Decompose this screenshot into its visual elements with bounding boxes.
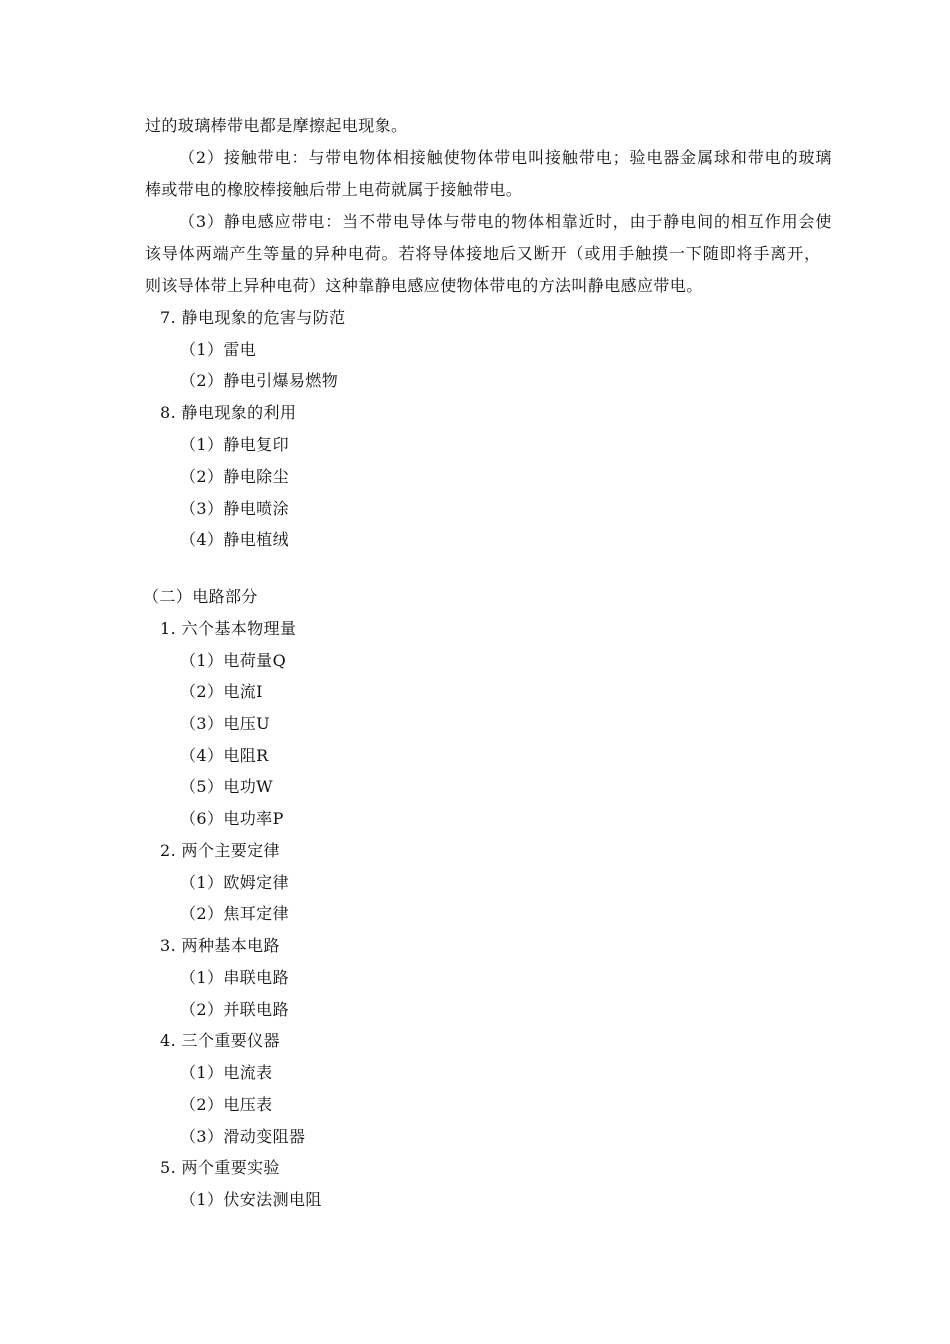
heading-hazards: 7. 静电现象的危害与防范 <box>160 308 346 327</box>
list-item: （2）静电除尘 <box>180 467 289 486</box>
list-item: （3）滑动变阻器 <box>180 1127 306 1146</box>
heading-laws: 2. 两个主要定律 <box>160 841 280 860</box>
list-item: （2）电流I <box>180 682 263 701</box>
list-item: （3）静电喷涂 <box>180 499 289 518</box>
list-item: （1）雷电 <box>180 340 257 359</box>
paragraph-induction-line-1: （3）静电感应带电：当不带电导体与带电的物体相靠近时，由于静电间的相互作用会使 <box>179 212 833 231</box>
list-item: （4）静电植绒 <box>180 530 289 549</box>
list-item: （2）焦耳定律 <box>180 904 289 923</box>
list-item: （4）电阻R <box>180 746 269 765</box>
list-item: （2）静电引爆易燃物 <box>180 371 339 390</box>
list-item: （3）电压U <box>180 714 271 733</box>
list-item: （5）电功W <box>180 777 274 796</box>
list-item: （1）电流表 <box>180 1063 273 1082</box>
list-item: （1）静电复印 <box>180 435 289 454</box>
heading-experiments: 5. 两个重要实验 <box>160 1158 280 1177</box>
paragraph-induction-line-3: 则该导体带上异种电荷）这种靠静电感应使物体带电的方法叫静电感应带电。 <box>145 276 703 295</box>
list-item: （2）并联电路 <box>180 1000 289 1019</box>
paragraph-contact-line-2: 棒或带电的橡胶棒接触后带上电荷就属于接触带电。 <box>145 180 523 199</box>
heading-instruments: 4. 三个重要仪器 <box>160 1031 280 1050</box>
list-item: （1）欧姆定律 <box>180 873 289 892</box>
section-title: （二）电路部分 <box>143 587 258 606</box>
heading-basic-circuits: 3. 两种基本电路 <box>160 936 280 955</box>
list-item: （6）电功率P <box>180 809 284 828</box>
heading-quantities: 1. 六个基本物理量 <box>160 619 297 638</box>
heading-uses: 8. 静电现象的利用 <box>160 403 297 422</box>
paragraph-contact-line-1: （2）接触带电：与带电物体相接触使物体带电叫接触带电；验电器金属球和带电的玻璃 <box>179 148 833 167</box>
list-item: （2）电压表 <box>180 1095 273 1114</box>
paragraph-induction-line-2: 该导体两端产生等量的异种电荷。若将导体接地后又断开（或用手触摸一下随即将手离开， <box>145 244 822 263</box>
list-item: （1）串联电路 <box>180 968 289 987</box>
paragraph-friction-tail: 过的玻璃棒带电都是摩擦起电现象。 <box>145 116 408 135</box>
list-item: （1）电荷量Q <box>180 651 287 670</box>
list-item: （1）伏安法测电阻 <box>180 1190 322 1209</box>
